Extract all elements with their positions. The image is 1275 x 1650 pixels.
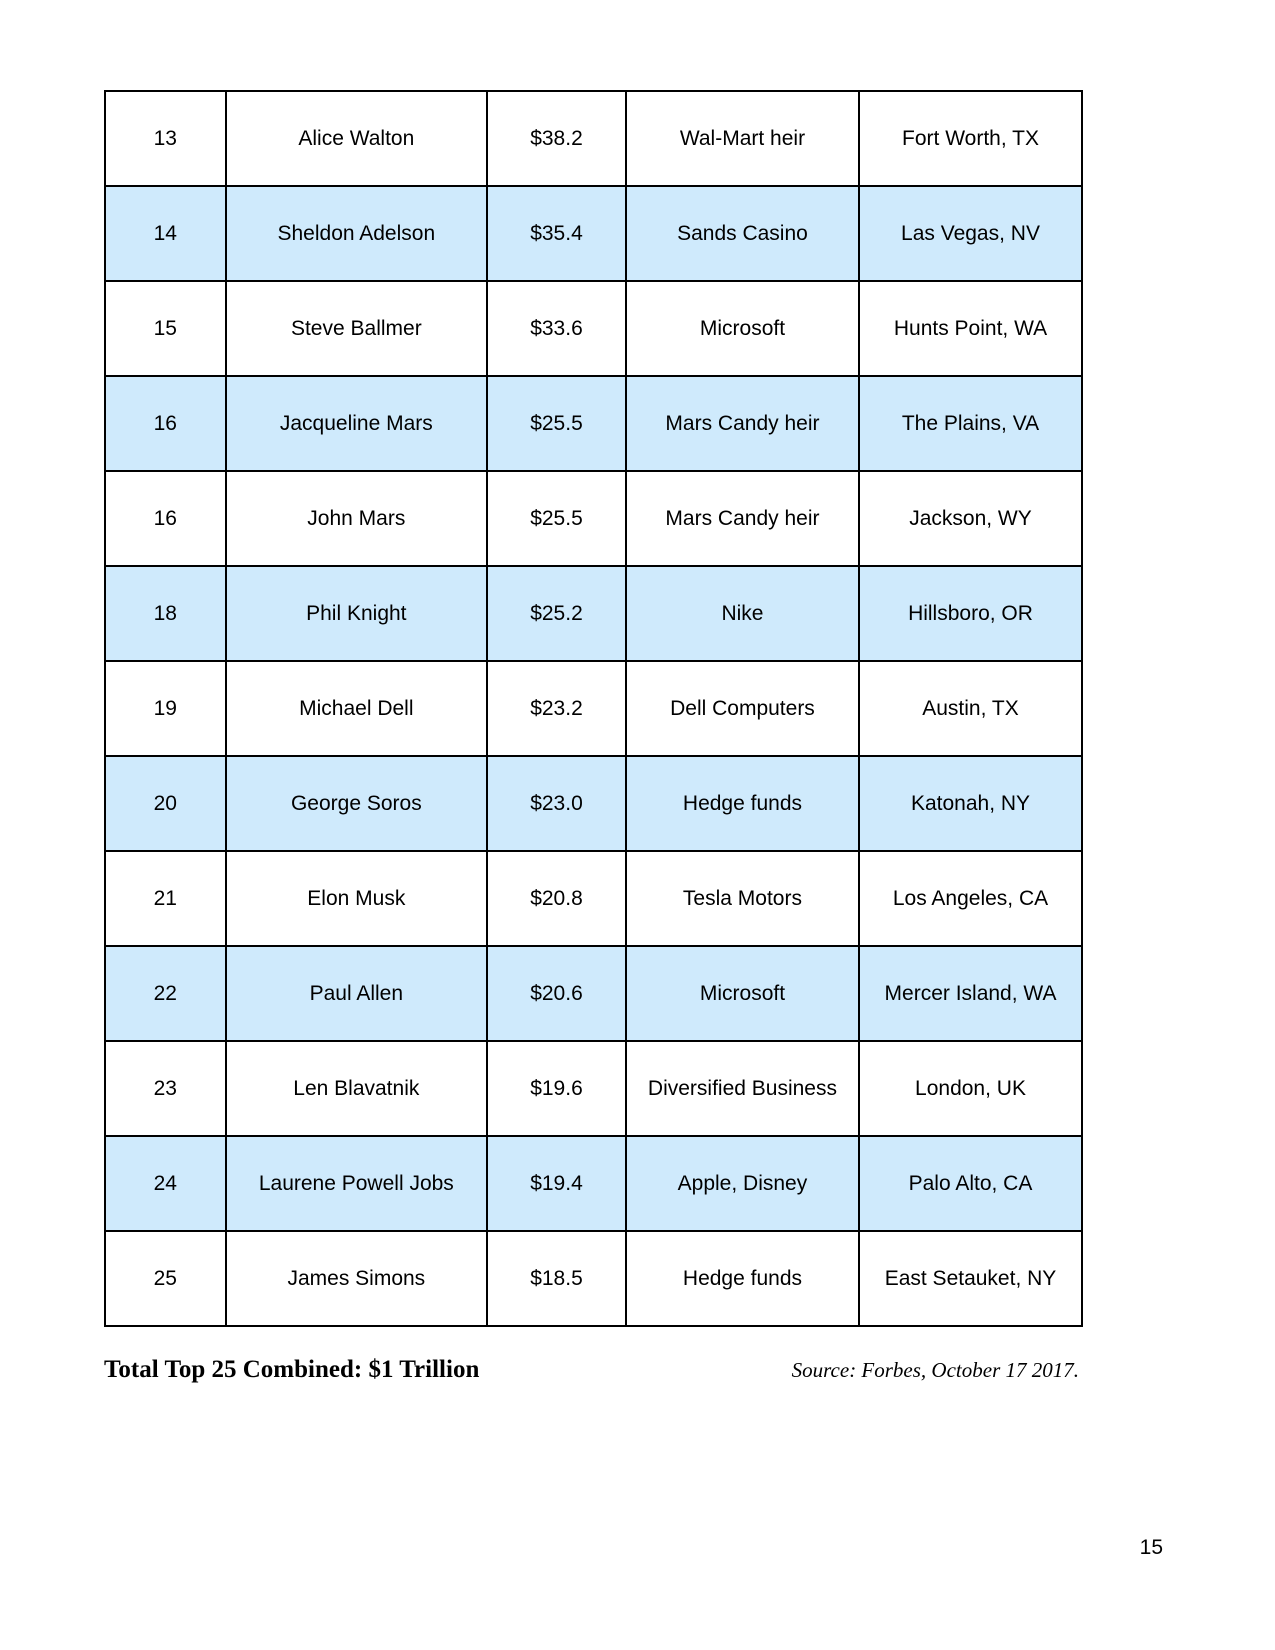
residence-cell: Los Angeles, CA <box>859 851 1082 946</box>
residence-cell: Las Vegas, NV <box>859 186 1082 281</box>
total-combined-note: Total Top 25 Combined: $1 Trillion <box>104 1356 480 1383</box>
residence-cell: Katonah, NY <box>859 756 1082 851</box>
residence-cell: Hillsboro, OR <box>859 566 1082 661</box>
name-cell: Alice Walton <box>226 91 487 186</box>
net-worth-cell: $20.8 <box>487 851 626 946</box>
rank-cell: 13 <box>105 91 226 186</box>
name-cell: Laurene Powell Jobs <box>226 1136 487 1231</box>
table-row <box>105 1231 1082 1326</box>
residence-cell: Jackson, WY <box>859 471 1082 566</box>
net-worth-cell: $23.2 <box>487 661 626 756</box>
net-worth-cell: $23.0 <box>487 756 626 851</box>
residence-cell: Austin, TX <box>859 661 1082 756</box>
net-worth-cell: $19.6 <box>487 1041 626 1136</box>
table-row <box>105 281 1082 376</box>
wealth-source-cell: Diversified Business <box>626 1041 859 1136</box>
wealth-source-cell: Hedge funds <box>626 756 859 851</box>
table-row <box>105 471 1082 566</box>
rank-cell: 25 <box>105 1231 226 1326</box>
table-row <box>105 566 1082 661</box>
name-cell: Len Blavatnik <box>226 1041 487 1136</box>
wealth-source-cell: Microsoft <box>626 946 859 1041</box>
table-row <box>105 661 1082 756</box>
wealth-source-cell: Tesla Motors <box>626 851 859 946</box>
name-cell: Jacqueline Mars <box>226 376 487 471</box>
net-worth-cell: $20.6 <box>487 946 626 1041</box>
rank-cell: 20 <box>105 756 226 851</box>
table-row <box>105 186 1082 281</box>
table-row <box>105 91 1082 186</box>
rank-cell: 21 <box>105 851 226 946</box>
residence-cell: London, UK <box>859 1041 1082 1136</box>
net-worth-cell: $25.5 <box>487 471 626 566</box>
wealth-source-cell: Microsoft <box>626 281 859 376</box>
rank-cell: 24 <box>105 1136 226 1231</box>
table-row <box>105 1041 1082 1136</box>
net-worth-cell: $25.2 <box>487 566 626 661</box>
wealth-source-cell: Mars Candy heir <box>626 376 859 471</box>
name-cell: John Mars <box>226 471 487 566</box>
rank-cell: 16 <box>105 376 226 471</box>
net-worth-cell: $18.5 <box>487 1231 626 1326</box>
residence-cell: Fort Worth, TX <box>859 91 1082 186</box>
wealth-source-cell: Hedge funds <box>626 1231 859 1326</box>
residence-cell: Mercer Island, WA <box>859 946 1082 1041</box>
rank-cell: 14 <box>105 186 226 281</box>
table-row <box>105 756 1082 851</box>
name-cell: James Simons <box>226 1231 487 1326</box>
name-cell: Paul Allen <box>226 946 487 1041</box>
wealth-source-cell: Nike <box>626 566 859 661</box>
richest-people-table <box>104 90 1083 1327</box>
name-cell: Elon Musk <box>226 851 487 946</box>
rank-cell: 19 <box>105 661 226 756</box>
residence-cell: Hunts Point, WA <box>859 281 1082 376</box>
wealth-source-cell: Sands Casino <box>626 186 859 281</box>
table-caption <box>104 1356 1083 1392</box>
source-citation: Source: Forbes, October 17 2017. <box>791 1358 1079 1382</box>
rank-cell: 15 <box>105 281 226 376</box>
table-row <box>105 946 1082 1041</box>
net-worth-cell: $33.6 <box>487 281 626 376</box>
rank-cell: 18 <box>105 566 226 661</box>
wealth-source-cell: Wal-Mart heir <box>626 91 859 186</box>
net-worth-cell: $19.4 <box>487 1136 626 1231</box>
residence-cell: East Setauket, NY <box>859 1231 1082 1326</box>
residence-cell: The Plains, VA <box>859 376 1082 471</box>
name-cell: Phil Knight <box>226 566 487 661</box>
name-cell: Steve Ballmer <box>226 281 487 376</box>
rank-cell: 22 <box>105 946 226 1041</box>
name-cell: Michael Dell <box>226 661 487 756</box>
rank-cell: 23 <box>105 1041 226 1136</box>
net-worth-cell: $25.5 <box>487 376 626 471</box>
net-worth-cell: $38.2 <box>487 91 626 186</box>
table-body <box>105 91 1082 1326</box>
residence-cell: Palo Alto, CA <box>859 1136 1082 1231</box>
page-number: 15 <box>1139 1536 1163 1559</box>
wealth-source-cell: Apple, Disney <box>626 1136 859 1231</box>
name-cell: George Soros <box>226 756 487 851</box>
rank-cell: 16 <box>105 471 226 566</box>
table-row <box>105 376 1082 471</box>
table-row <box>105 1136 1082 1231</box>
wealth-source-cell: Mars Candy heir <box>626 471 859 566</box>
wealth-source-cell: Dell Computers <box>626 661 859 756</box>
net-worth-cell: $35.4 <box>487 186 626 281</box>
table-row <box>105 851 1082 946</box>
name-cell: Sheldon Adelson <box>226 186 487 281</box>
